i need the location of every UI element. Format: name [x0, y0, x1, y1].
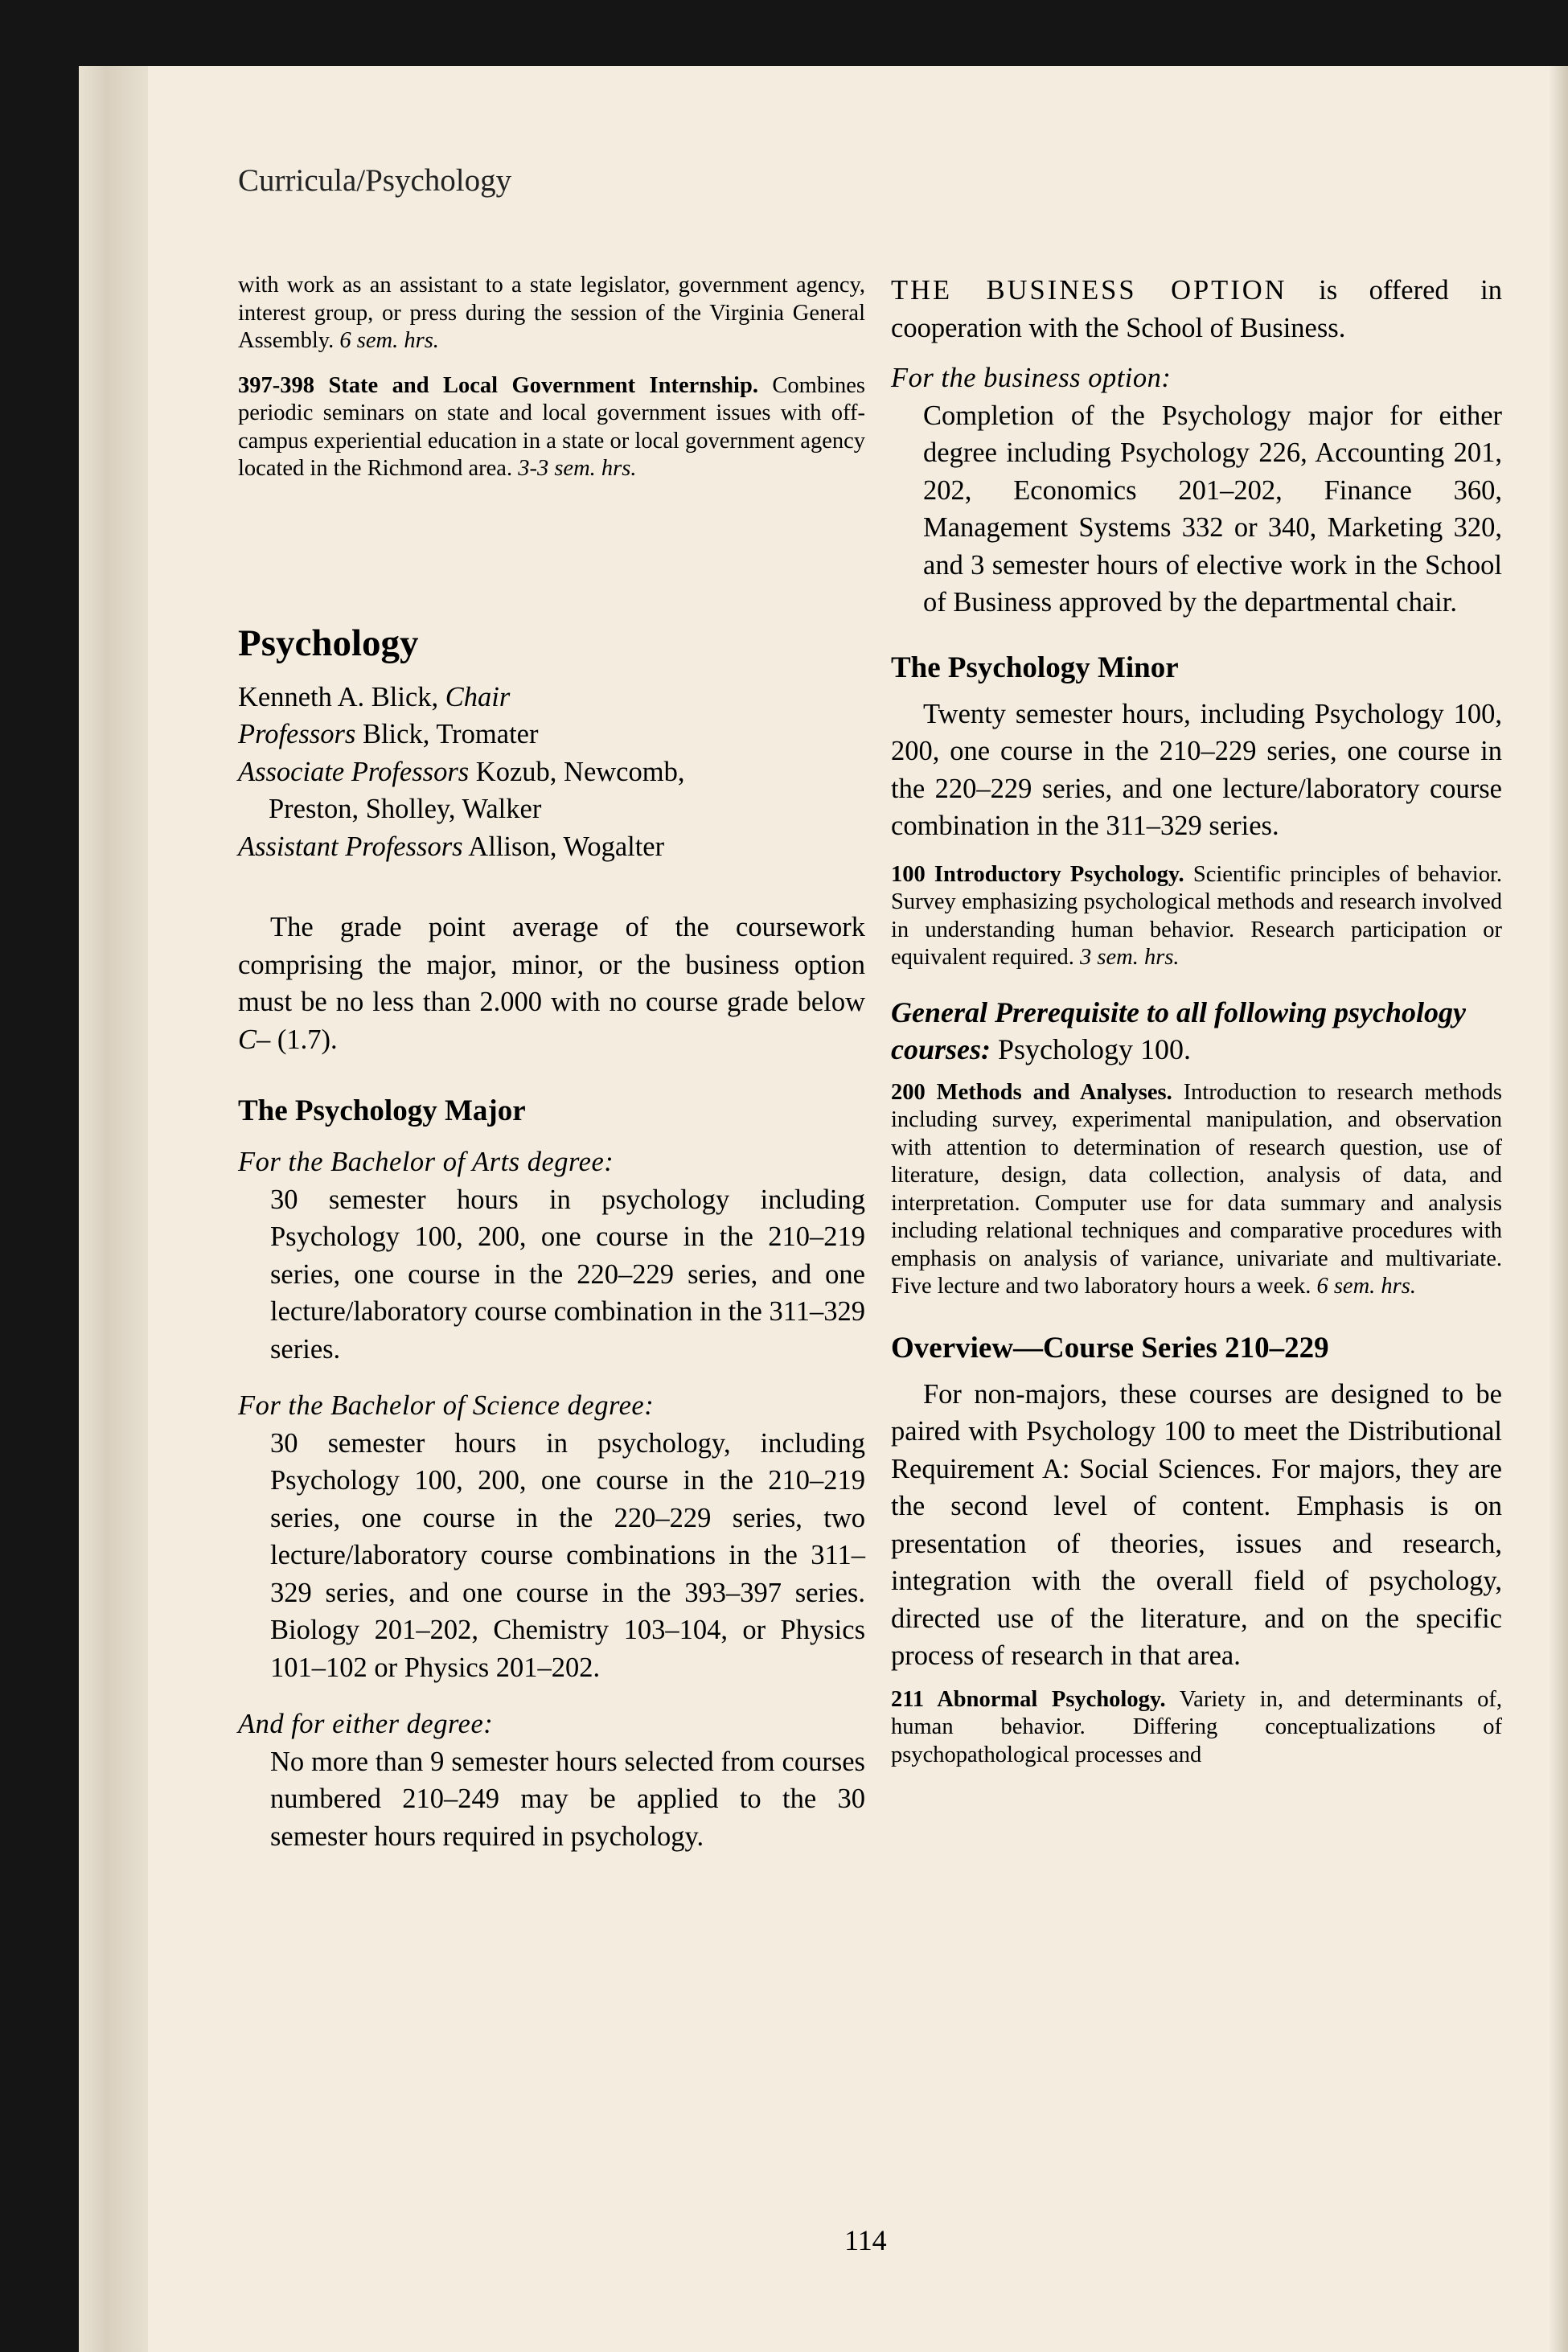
right-column	[891, 272, 1502, 1786]
running-header	[238, 162, 511, 199]
staff-chair: Kenneth A. Blick, Chair	[238, 681, 511, 712]
business-option-intro: THE BUSINESS OPTION is offered in cooperation with the School of Business.	[891, 275, 1502, 343]
business-label: For the business option:	[891, 363, 1172, 393]
either-requirements: No more than 9 semester hours selected from courses numbered 210–249 may be applied to the 30 semester hours required in psychology.	[270, 1746, 865, 1852]
minor-heading: The Psychology Minor	[891, 651, 1179, 684]
course-title: 211 Abnormal Psychology.	[891, 1686, 1166, 1712]
either-label: And for either degree:	[238, 1709, 494, 1739]
staff-assistant: Assistant Professors Allison, Wogalter	[238, 831, 665, 862]
course-title: 397-398 State and Local Government Internship.	[238, 372, 758, 398]
page-edge	[79, 66, 148, 2352]
page-right-shade	[1549, 66, 1568, 2352]
staff-professors: Professors Blick, Tromater	[238, 719, 539, 749]
prerequisite-note: General Prerequisite to all following psychology courses: Psychology 100.	[891, 995, 1466, 1065]
course-title: 200 Methods and Analyses.	[891, 1079, 1172, 1105]
ba-label: For the Bachelor of Arts degree:	[238, 1147, 614, 1177]
course-100: 100 Introductory Psychology. Scientific principles of behavior. Survey emphasizing psychological methods and research involved in understanding human behavior. Research participation or equivalent required. 3 sem. hrs.	[891, 861, 1502, 970]
gpa-paragraph: The grade point average of the coursework comprising the major, minor, or the business option must be no less than 2.000 with no course grade below C– (1.7).	[238, 912, 865, 1055]
bs-label: For the Bachelor of Science degree:	[238, 1390, 655, 1421]
department-title: Psychology	[238, 622, 419, 664]
course-211: 211 Abnormal Psychology. Variety in, and determinants of, human behavior. Differing conceptualizations of psychopathological processes and	[891, 1686, 1502, 1767]
staff-associate-cont: Preston, Sholley, Walker	[269, 794, 542, 824]
overview-text: For non-majors, these courses are designed to be paired with Psychology 100 to meet the Distributional Requirement A: Social Sciences. For majors, they are the second level of content. Emphasis is on presentation of theories, issues and research, integration with the overall field of psychology, directed use of the literature, and on the specific process of research in that area.	[891, 1378, 1502, 1671]
header-section: Curricula	[238, 163, 357, 198]
faculty-list	[238, 679, 865, 866]
course-title: 100 Introductory Psychology.	[891, 861, 1184, 887]
intro-continuation: with work as an assistant to a state legislator, government agency, interest group, or press during the session of the Virginia General Assembly. 6 sem. hrs.	[238, 273, 865, 353]
left-column	[238, 272, 865, 1855]
bs-requirements: 30 semester hours in psychology, including Psychology 100, 200, one course in the 210–219 series, one course in the 220–229 series, two lecture/laboratory course combinations in the 311–329 series, and one course in the 393–397 series. Biology 201–202, Chemistry 103–104, or Physics 101–102 or Physics 201–202.	[270, 1427, 865, 1683]
course-397-398: 397-398 State and Local Government Internship. Combines periodic seminars on state and local government issues with off-campus experiential education in a state or local government agency located in the Richmond area. 3-3 sem. hrs.	[238, 372, 866, 481]
header-subsection: /Psychology	[356, 163, 512, 198]
page-number: 114	[844, 2224, 887, 2256]
major-heading: The Psychology Major	[238, 1094, 526, 1127]
business-requirements: Completion of the Psychology major for either degree including Psychology 226, Accounting 201, 202, Economics 201–202, Finance 360, Management Systems 332 or 340, Marketing 320, and 3 semester hours of elective work in the School of Business approved by the departmental chair.	[923, 400, 1502, 618]
staff-associate: Associate Professors Kozub, Newcomb,	[238, 756, 685, 787]
overview-heading: Overview—Course Series 210–229	[891, 1331, 1329, 1365]
ba-requirements: 30 semester hours in psychology including Psychology 100, 200, one course in the 210–219 series, one course in the 220–229 series, and one lecture/laboratory course combination in the 311–329 series.	[270, 1184, 865, 1365]
course-200: 200 Methods and Analyses. Introduction to research methods including survey, experimental manipulation, and observation with attention to determination of research question, use of literature, design, data collection, analysis of data, and interpretation. Computer use for data summary and analysis including relational techniques and comparative procedures with emphasis on analysis of variance, univariate and multivariate. Five lecture and two laboratory hours a week. 6 sem. hrs.	[891, 1079, 1502, 1299]
minor-text: Twenty semester hours, including Psychology 100, 200, one course in the 210–229 series, one course in the 220–229 series, and one lecture/laboratory course combination in the 311–329 series.	[891, 698, 1502, 841]
